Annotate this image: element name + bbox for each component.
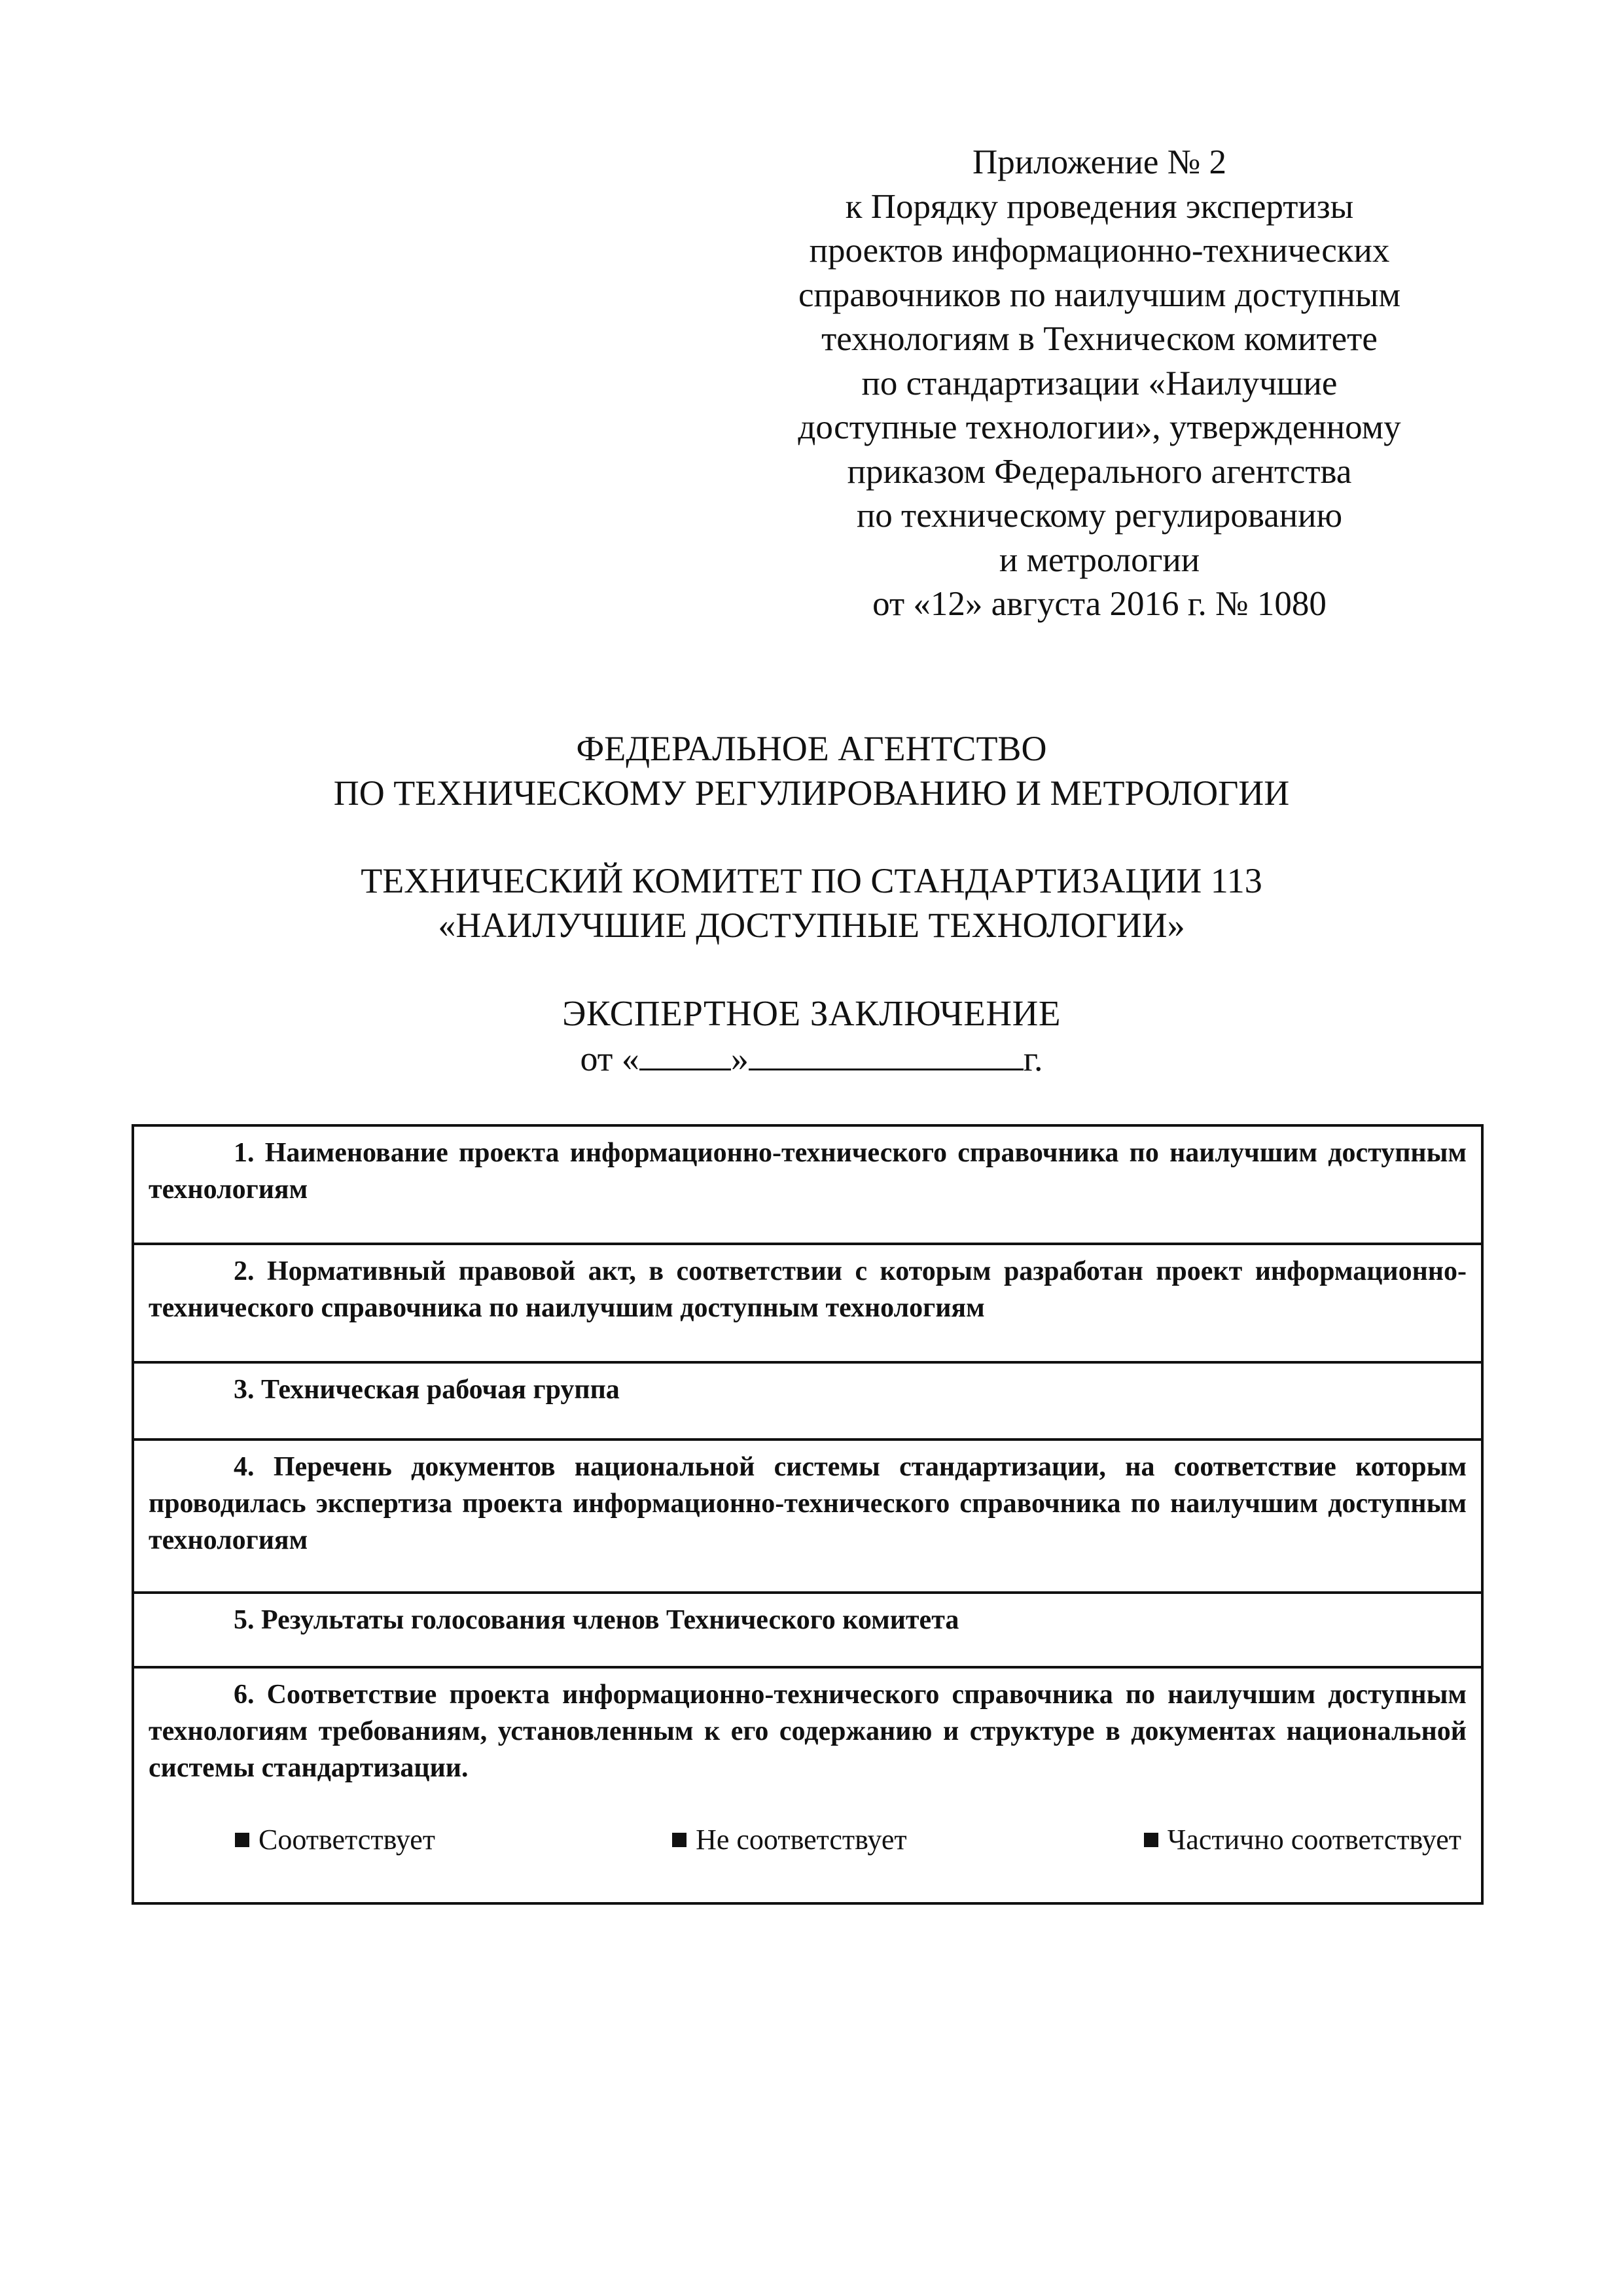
- appendix-line: к Порядку проведения экспертизы: [845, 187, 1354, 226]
- date-month-blank[interactable]: [749, 1036, 1024, 1070]
- appendix-line: технологиям в Техническом комитете: [821, 320, 1378, 358]
- section-item: 4. Перечень документов национальной системы стандартизации, на соответствие которым проводилась экспертиза проекта информационно-технического справочника по наилучшим доступным технологиям: [134, 1441, 1481, 1594]
- agency-line: ПО ТЕХНИЧЕСКОМУ РЕГУЛИРОВАНИЮ И МЕТРОЛОГИИ: [333, 773, 1290, 813]
- square-bullet-icon: [235, 1833, 249, 1847]
- square-bullet-icon: [672, 1833, 687, 1847]
- committee-heading: [0, 858, 1623, 947]
- date-middle: »: [730, 1039, 749, 1078]
- section-item: 3. Техническая рабочая группа: [134, 1364, 1481, 1441]
- appendix-line: приказом Федерального агентства: [847, 452, 1352, 491]
- square-bullet-icon: [1144, 1833, 1158, 1847]
- section-item: 2. Нормативный правовой акт, в соответствии с которым разработан проект информационно-технического справочника по наилучшим доступным технологиям: [134, 1245, 1481, 1364]
- document-title: ЭКСПЕРТНОЕ ЗАКЛЮЧЕНИЕ: [562, 993, 1061, 1033]
- section-item: 1. Наименование проекта информационно-технического справочника по наилучшим доступным технологиям: [134, 1127, 1481, 1245]
- agency-heading: [0, 726, 1623, 815]
- option-partially-complies[interactable]: [1144, 1822, 1461, 1858]
- date-prefix: от «: [580, 1039, 639, 1078]
- section-item-compliance: [134, 1669, 1481, 1902]
- committee-line: «НАИЛУЧШИЕ ДОСТУПНЫЕ ТЕХНОЛОГИИ»: [438, 906, 1185, 945]
- section-text: 6. Соответствие проекта информационно-технического справочника по наилучшим доступным технологиям требованиям, установленным к его содержанию и структуре в документах национальной системы стандартизации.: [149, 1680, 1467, 1783]
- document-date: [0, 1036, 1623, 1081]
- option-not-complies[interactable]: [672, 1822, 907, 1858]
- option-label: Соответствует: [259, 1824, 436, 1856]
- appendix-line: от «12» августа 2016 г. № 1080: [872, 585, 1327, 623]
- appendix-line: по стандартизации «Наилучшие: [861, 364, 1338, 402]
- agency-line: ФЕДЕРАЛЬНОЕ АГЕНТСТВО: [576, 729, 1047, 768]
- option-label: Частично соответствует: [1167, 1824, 1461, 1856]
- section-item: 5. Результаты голосования членов Технического комитета: [134, 1594, 1481, 1669]
- appendix-line: доступные технологии», утвержденному: [798, 408, 1401, 446]
- appendix-header: [746, 141, 1453, 627]
- appendix-line: проектов информационно-технических: [809, 232, 1390, 270]
- appendix-line: по техническому регулированию: [856, 497, 1343, 535]
- appendix-line: Приложение № 2: [972, 143, 1227, 181]
- compliance-options: [149, 1822, 1467, 1858]
- sections-table: [132, 1124, 1484, 1905]
- option-label: Не соответствует: [696, 1824, 907, 1856]
- option-complies[interactable]: [235, 1822, 435, 1858]
- date-day-blank[interactable]: [639, 1036, 731, 1070]
- appendix-line: и метрологии: [999, 540, 1200, 579]
- date-suffix: г.: [1023, 1039, 1043, 1078]
- committee-line: ТЕХНИЧЕСКИЙ КОМИТЕТ ПО СТАНДАРТИЗАЦИИ 113: [361, 861, 1262, 900]
- appendix-line: справочников по наилучшим доступным: [798, 275, 1400, 314]
